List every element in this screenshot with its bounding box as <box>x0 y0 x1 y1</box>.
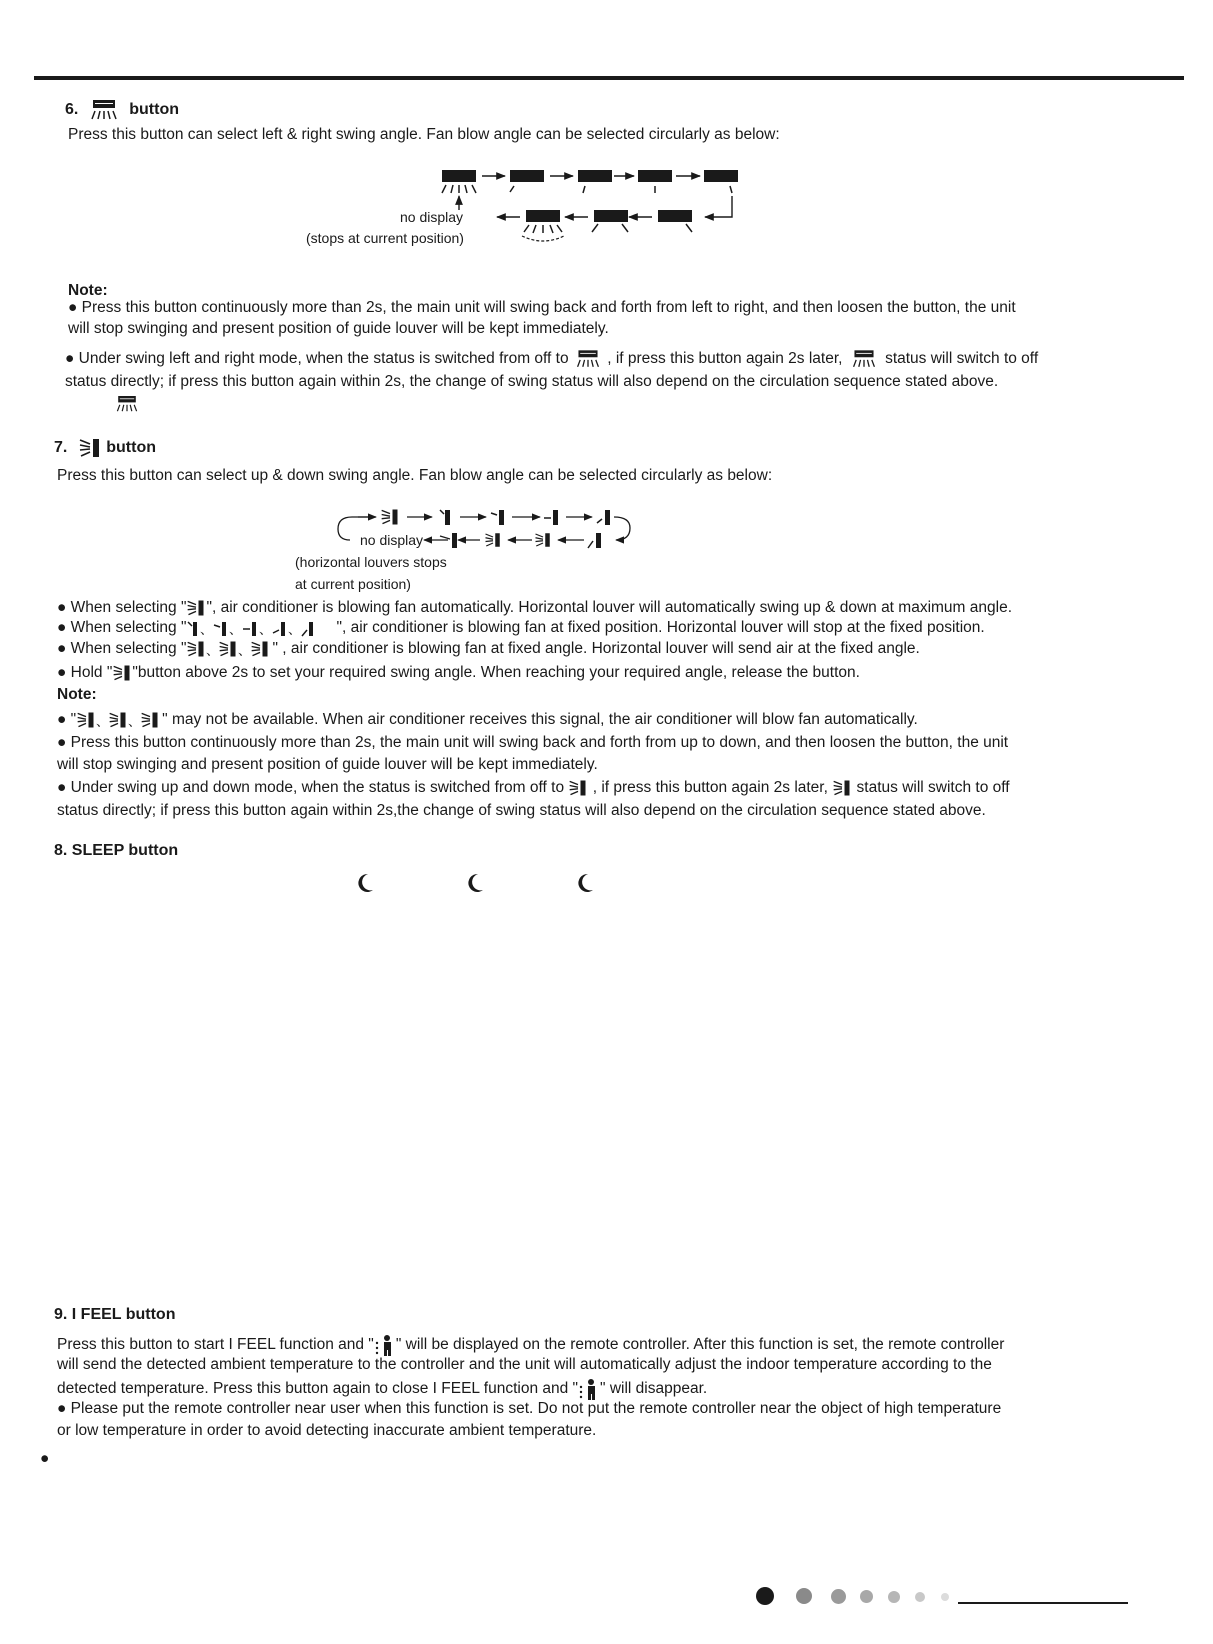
footer-dot <box>860 1590 873 1603</box>
lr-unit-pos1 <box>510 170 544 192</box>
section-6-note-2-text-b: , if press this button again 2s later, <box>607 350 843 368</box>
section-7-note-1-a: ● " <box>57 711 77 729</box>
footer-dot <box>796 1588 812 1604</box>
swing-up-down-icon <box>78 436 102 460</box>
section-9-line-4: ● Please put the remote controller near user when this function is set. Do not put the remote controller near the object of high temperature <box>57 1400 1002 1417</box>
swing-left-right-icon <box>89 99 119 121</box>
lr-unit-pos2 <box>578 170 612 193</box>
section-6-number: 6. <box>65 101 79 119</box>
section-6-label: button <box>129 101 179 119</box>
section-6-note-2-text-c: status will switch to off <box>885 350 1039 368</box>
swing-left-right-icon <box>851 349 877 369</box>
lr-unit-pos3 <box>638 170 672 193</box>
section-9-line-3-a: detected temperature. Press this button again to close I FEEL function and " <box>57 1380 579 1398</box>
moon-icon <box>575 872 595 894</box>
section-9-line-1 <box>57 1334 1004 1356</box>
ud-pos4 <box>597 510 610 525</box>
ud-stops-note-2: at current position) <box>295 576 411 592</box>
section-7-bullet-4 <box>57 663 860 683</box>
section-7-bullet-2 <box>57 618 985 638</box>
left-right-swing-diagram <box>300 160 770 260</box>
i-feel-person-icon <box>374 1334 396 1356</box>
section-7-note-1 <box>57 710 918 730</box>
footer-dot <box>756 1587 774 1605</box>
swing-up-down-icon <box>112 663 132 683</box>
section-9-heading: 9. I FEEL button <box>54 1306 176 1323</box>
swing-left-right-icon <box>575 349 601 369</box>
section-9-line-3-b: " will disappear. <box>600 1380 708 1398</box>
footer-rule <box>958 1602 1128 1604</box>
section-7-bullet-1-a: ● When selecting " <box>57 599 187 617</box>
ud-pos2 <box>491 510 504 525</box>
svg-text:、: 、 <box>206 643 220 658</box>
ud-swing-icon <box>382 510 398 525</box>
ud-pos1 <box>440 510 450 525</box>
section-7-bullet-3-a: ● When selecting " <box>57 640 187 658</box>
section-7-note-3-c: status will switch to off <box>856 779 1010 797</box>
svg-text:、: 、 <box>259 622 273 637</box>
section-7-note-3-line-2: status directly; if press this button again within 2s,the change of swing status will also depend on the circulation sequence stated above. <box>57 802 986 819</box>
section-7-bullet-4-b: "button above 2s to set your required swing angle. When reaching your required angle, release the button. <box>132 664 860 682</box>
ud-no-display-label: no display <box>360 532 424 548</box>
svg-text:、: 、 <box>128 714 142 729</box>
section-7-note-3-a: ● Under swing up and down mode, when the status is switched from off to <box>57 779 565 797</box>
footer-dot <box>915 1592 925 1602</box>
lr-unit-swing-2 <box>522 210 564 241</box>
ud-stops-note-1: (horizontal louvers stops <box>295 554 447 570</box>
section-9-line-5: or low temperature in order to avoid detecting inaccurate ambient temperature. <box>57 1422 597 1439</box>
section-7-note-3-b: , if press this button again 2s later, <box>592 779 828 797</box>
ud-pos6 <box>536 533 550 547</box>
lr-unit-pos4 <box>704 170 738 193</box>
ud-pos3 <box>544 510 558 525</box>
lr-stops-note: (stops at current position) <box>306 230 464 246</box>
section-7-bullet-3-b: " , air conditioner is blowing fan at fixed angle. Horizontal louver will send air at the fixed angle. <box>272 640 920 658</box>
footer-dot <box>888 1591 900 1603</box>
lr-unit-pos6 <box>592 210 628 232</box>
swing-up-down-icon <box>832 778 852 798</box>
section-7-intro: Press this button can select up & down swing angle. Fan blow angle can be selected circularly as below: <box>57 467 773 484</box>
lr-unit-swing <box>442 170 476 193</box>
section-7-note-1-b: " may not be available. When air conditioner receives this signal, the air conditioner will blow fan automatically. <box>162 711 918 729</box>
section-7-note-2-line-1: ● Press this button continuously more than 2s, the main unit will swing back and forth from up to down, and then loosen the button, the unit <box>57 734 1009 751</box>
swing-up-down-icon <box>568 778 588 798</box>
section-7-note-3-line-1 <box>57 778 1010 798</box>
section-6-note-1-line-2: will stop swinging and present position of guide louver will be kept immediately. <box>68 320 609 337</box>
section-7-bullet-3 <box>57 639 920 659</box>
svg-text:、: 、 <box>200 622 214 637</box>
top-rule <box>34 76 1184 80</box>
moon-icon <box>355 872 375 894</box>
section-7-label: button <box>106 439 156 457</box>
section-7-bullet-4-a: ● Hold " <box>57 664 113 682</box>
i-feel-person-icon <box>578 1378 600 1400</box>
lr-unit-pos5 <box>658 210 692 232</box>
section-7-bullet-2-b: ", air conditioner is blowing fan at fixed position. Horizontal louver will stop at the fixed position. <box>336 619 985 637</box>
section-7-note-label: Note: <box>57 686 97 703</box>
ud-pos7 <box>486 533 500 547</box>
section-6-note-1-line-1: ● Press this button continuously more than 2s, the main unit will swing back and forth from left to right, and then loosen the button, the unit <box>68 299 1016 316</box>
section-9-line-2: will send the detected ambient temperature to the controller and the unit will automatically adjust the indoor temperature according to the <box>57 1356 992 1373</box>
fixed-angle-icons <box>76 710 162 730</box>
footer-dot <box>831 1589 846 1604</box>
svg-text:、: 、 <box>238 643 252 658</box>
footer-dot <box>941 1593 949 1601</box>
svg-text:、: 、 <box>96 714 110 729</box>
section-9-line-3 <box>57 1378 707 1400</box>
section-7-number: 7. <box>54 439 68 457</box>
section-6-note-label: Note: <box>68 282 108 299</box>
section-7-heading <box>54 436 156 460</box>
section-6-note-2-line-1 <box>65 349 1038 369</box>
section-7-note-2-line-2: will stop swinging and present position of guide louver will be kept immediately. <box>57 756 598 773</box>
trailing-bullet: ● <box>40 1450 50 1467</box>
section-6-heading <box>65 99 179 121</box>
fixed-position-icons <box>186 618 336 638</box>
section-7-bullet-1 <box>57 598 1012 618</box>
fixed-angle-icons <box>186 639 272 659</box>
lr-no-display-label: no display <box>400 209 464 225</box>
up-down-swing-diagram <box>280 504 670 604</box>
ud-pos5 <box>588 533 601 548</box>
section-7-bullet-2-a: ● When selecting " <box>57 619 187 637</box>
section-8-heading: 8. SLEEP button <box>54 842 179 859</box>
swing-left-right-icon <box>115 395 139 413</box>
section-6-note-2-text-a: ● Under swing left and right mode, when the status is switched from off to <box>65 350 569 368</box>
section-6-note-2-line-2: status directly; if press this button again within 2s, the change of swing status will also depend on the circulation sequence stated above. <box>65 373 999 390</box>
section-7-bullet-1-b: ", air conditioner is blowing fan automatically. Horizontal louver will automatically swing up & down at maximum angle. <box>206 599 1013 617</box>
section-9-line-1-a: Press this button to start I FEEL function and " <box>57 1336 374 1354</box>
section-6-intro: Press this button can select left & right swing angle. Fan blow angle can be selected circularly as below: <box>68 126 780 143</box>
svg-text:、: 、 <box>229 622 243 637</box>
swing-up-down-icon <box>186 598 206 618</box>
section-9-line-1-b: " will be displayed on the remote controller. After this function is set, the remote controller <box>395 1336 1005 1354</box>
svg-text:、: 、 <box>288 622 302 637</box>
moon-icon <box>465 872 485 894</box>
